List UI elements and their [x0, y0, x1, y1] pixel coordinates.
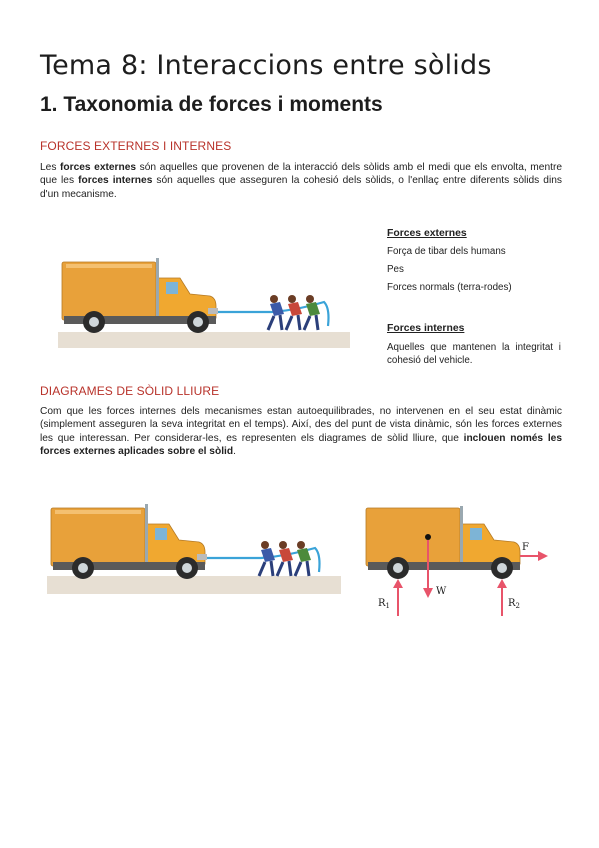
truck-window: [155, 528, 167, 540]
center-of-mass-dot: [425, 534, 431, 540]
bold-term-forces-externes-aplicades: inclouen només les forces externes aplicades sobre el sòlid: [40, 432, 563, 458]
page-title: Tema 8: Interaccions entre sòlids: [40, 50, 492, 81]
label-R1-main: R: [378, 598, 386, 609]
text-run: .: [233, 446, 236, 458]
paragraph-forces: [40, 161, 562, 201]
reaction-R1-arrow-head: [393, 579, 403, 588]
truck-window: [166, 282, 178, 294]
person-3: [295, 541, 311, 576]
fbd-exhaust: [460, 506, 463, 566]
fbd-cargo-box: [366, 508, 460, 566]
weight-arrow-head: [423, 588, 433, 598]
list-item: Pes: [387, 264, 404, 275]
section-title: 1. Taxonomia de forces i moments: [40, 93, 383, 116]
label-R2-sub: 2: [515, 602, 520, 610]
bold-term-forces-externes: forces externes: [60, 162, 137, 173]
list-item: Força de tibar dels humans: [387, 246, 506, 257]
forces-internes-heading: Forces internes: [387, 323, 465, 334]
truck-exhaust: [156, 258, 159, 320]
label-R2: [508, 598, 520, 610]
person-2: [277, 541, 293, 576]
truck-box-highlight: [55, 510, 141, 514]
text-run: Les: [40, 162, 61, 173]
truck-bumper: [208, 308, 218, 314]
free-body-diagram: [360, 504, 556, 622]
person-2: [286, 295, 302, 330]
heading-diagrames-solid-lliure: DIAGRAMES DE SÒLID LLIURE: [40, 384, 220, 398]
fbd-window: [470, 528, 482, 540]
pull-force-arrow-head: [538, 551, 548, 561]
truck-exhaust: [145, 504, 148, 566]
label-F: F: [522, 542, 529, 553]
fbd-front-hub: [497, 563, 507, 573]
forces-externes-list: [387, 228, 561, 293]
front-hub: [193, 317, 203, 327]
truck-pulled-illustration: [58, 252, 350, 348]
text-run: són aquelles que provenen de la interacció dels sòlids amb el medi que els envolta, mentre que les: [40, 162, 562, 187]
rear-hub: [78, 563, 88, 573]
forces-externes-heading: Forces externes: [387, 228, 467, 239]
label-R1-sub: 1: [385, 602, 390, 610]
text-run: Com que les forces internes dels mecanismes estan autoequilibrades, no intervenen en el seu estat dinàmic (simplement asseguren la seva integritat en el temps). Així, des del punt de vista dinàmic, són les forces externes les que interessan. Per considerar-les, es representen els diagrames de sòlid lliure, que: [40, 406, 562, 444]
label-R2-main: R: [508, 598, 516, 609]
fbd-rear-hub: [393, 563, 403, 573]
person-3: [304, 295, 320, 330]
text-run: són aquelles que asseguren la cohesió dels sòlids, o l'enllaç entre diferents sòlids dins d'un mecanisme.: [40, 175, 562, 200]
heading-forces-externes-internes: FORCES EXTERNES I INTERNES: [40, 139, 232, 153]
rear-hub: [89, 317, 99, 327]
truck-cargo-box: [62, 262, 156, 320]
reaction-R2-arrow-head: [497, 579, 507, 588]
front-hub: [182, 563, 192, 573]
label-R1: [378, 598, 390, 610]
ground: [58, 332, 350, 348]
forces-internes-text: Aquelles que mantenen la integritat i cohesió del vehicle.: [387, 342, 561, 366]
truck-bumper: [197, 554, 207, 560]
truck-box-highlight: [66, 264, 152, 268]
bold-term-forces-internes: forces internes: [78, 175, 153, 187]
ground: [47, 576, 341, 594]
truck-pulled-illustration-2: [47, 500, 341, 596]
paragraph-diagrames: [40, 405, 562, 459]
truck-cargo-box: [51, 508, 145, 566]
forces-internes-note: [387, 323, 561, 367]
label-W: W: [436, 586, 447, 597]
list-item: Forces normals (terra-rodes): [387, 282, 512, 293]
